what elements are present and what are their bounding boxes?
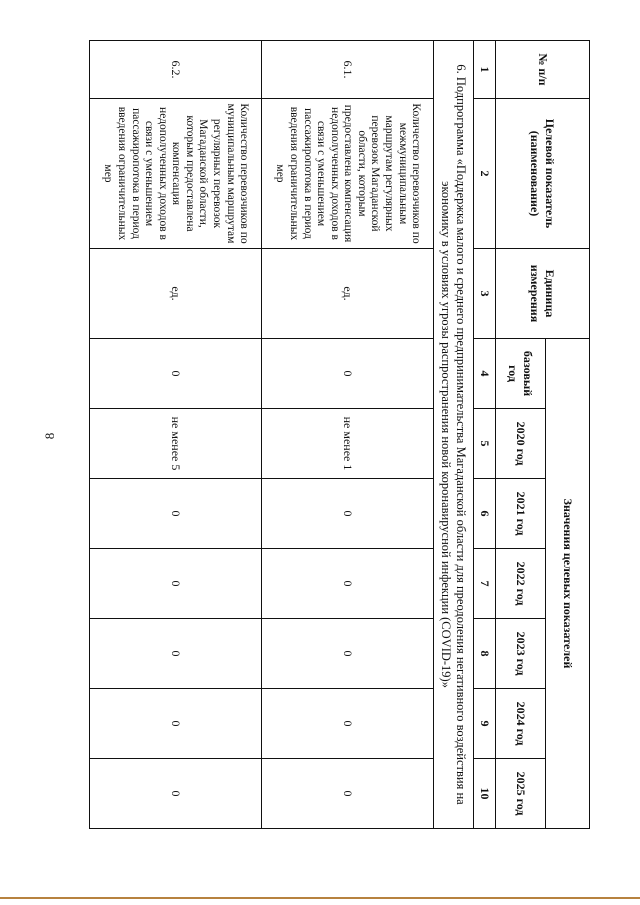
row-number: 6.2. — [90, 41, 262, 99]
header-num: № п/п — [496, 41, 590, 99]
value-cell: 0 — [90, 479, 262, 549]
header-year: 2022 год — [496, 549, 546, 619]
header-year: 2023 год — [496, 619, 546, 689]
header-row-1 — [546, 41, 590, 829]
header-year: 2024 год — [496, 689, 546, 759]
value-cell: 0 — [90, 689, 262, 759]
column-index: 2 — [474, 99, 496, 249]
value-cell: 0 — [262, 339, 434, 409]
column-index: 1 — [474, 41, 496, 99]
value-cell: 0 — [262, 549, 434, 619]
value-cell: 0 — [90, 339, 262, 409]
row-number: 6.1. — [262, 41, 434, 99]
rotated-table-container — [90, 40, 590, 828]
value-cell: 0 — [262, 619, 434, 689]
indicator-name: Количество перевозчиков по муниципальным маршрутам регулярных перевозок Магаданской области, которым предоставлена компенсация недополученных доходов в связи с уменьшением пассажиропотока в период введения ограничительных мер — [90, 99, 262, 249]
header-year: базовый год — [496, 339, 546, 409]
value-cell: не менее 1 — [262, 409, 434, 479]
unit-cell: ед. — [90, 249, 262, 339]
indicator-name: Количество перевозчиков по межмуниципальным маршрутам регулярных перевозок Магаданской области, которым предоставлена компенсация недополученных доходов в связи с уменьшением пассажиропотока в период введения ограничительных мер — [262, 99, 434, 249]
header-year: 2021 год — [496, 479, 546, 549]
column-index-row — [474, 41, 496, 829]
value-cell: 0 — [90, 549, 262, 619]
value-cell: 0 — [262, 479, 434, 549]
table-row — [90, 41, 262, 829]
value-cell: 0 — [262, 759, 434, 829]
column-index: 5 — [474, 409, 496, 479]
table-row — [262, 41, 434, 829]
column-index: 6 — [474, 479, 496, 549]
section-row — [434, 41, 474, 829]
column-index: 3 — [474, 249, 496, 339]
header-unit: Единица измерения — [496, 249, 590, 339]
header-year: 2020 год — [496, 409, 546, 479]
header-values-group: Значения целевых показателей — [546, 339, 590, 829]
value-cell: 0 — [90, 759, 262, 829]
value-cell: 0 — [262, 689, 434, 759]
column-index: 7 — [474, 549, 496, 619]
header-year: 2025 год — [496, 759, 546, 829]
section-title: 6. Подпрограмма «Поддержка малого и среднего предпринимательства Магаданской области для преодоления негативного воздействия на экономику в условиях угрозы распространения новой коронавирусной инфекции (COVID-19)» — [434, 41, 474, 829]
column-index: 9 — [474, 689, 496, 759]
unit-cell: ед. — [262, 249, 434, 339]
column-index: 10 — [474, 759, 496, 829]
value-cell: не менее 5 — [90, 409, 262, 479]
target-indicators-table — [89, 40, 590, 829]
document-table-area — [90, 40, 590, 828]
column-index: 4 — [474, 339, 496, 409]
page-number: 8 — [42, 432, 57, 440]
page-bottom-rule — [0, 897, 640, 899]
column-index: 8 — [474, 619, 496, 689]
value-cell: 0 — [90, 619, 262, 689]
header-name: Целевой показатель (наименование) — [496, 99, 590, 249]
